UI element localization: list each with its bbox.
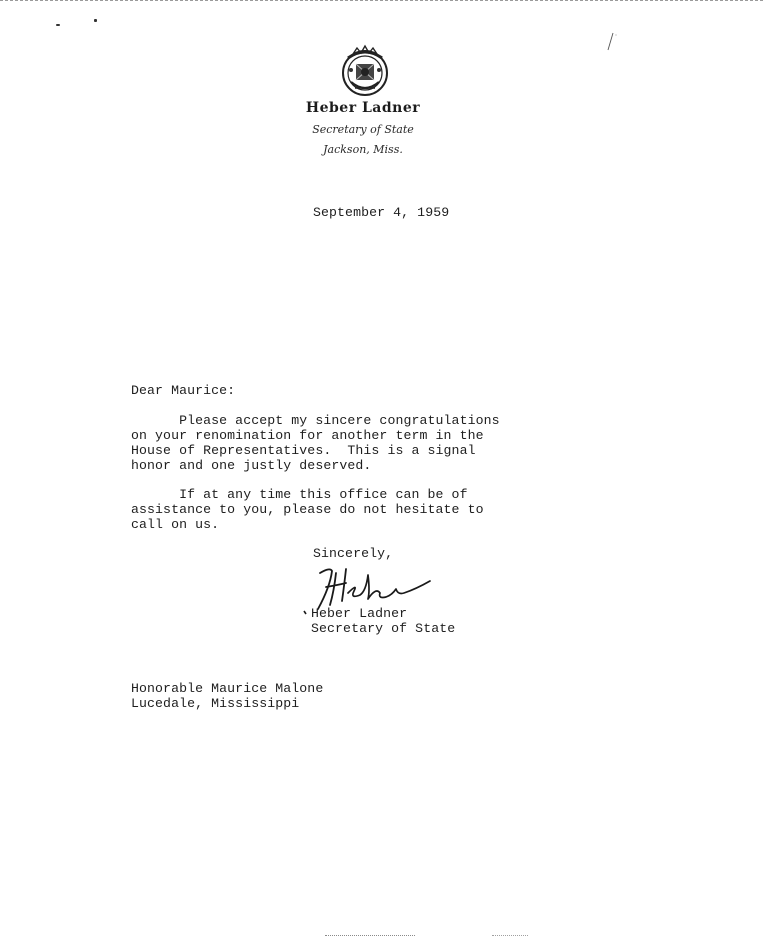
body-line: House of Representatives. This is a signal (131, 443, 476, 458)
body-line: call on us. (131, 517, 220, 532)
signature-name: Heber Ladner (311, 606, 408, 621)
body-line: If at any time this office can be of (131, 487, 468, 502)
recipient-name: Honorable Maurice Malone (131, 681, 324, 696)
top-edge-dashes (0, 0, 763, 1)
body-line: on your renomination for another term in the (131, 428, 484, 443)
letter-date: September 4, 1959 (313, 205, 450, 220)
letterhead-title: Secretary of State (312, 123, 414, 136)
body-line: assistance to you, please do not hesitate to (131, 502, 484, 517)
state-seal-icon (339, 44, 391, 98)
signature-title: Secretary of State (311, 621, 456, 636)
bottom-scan-artifact (325, 935, 415, 936)
body-line: Please accept my sincere congratulations (131, 413, 500, 428)
scan-speck (94, 19, 97, 22)
letterhead-city: Jackson, Miss. (323, 143, 403, 156)
letterhead-name: Heber Ladner (305, 100, 421, 116)
recipient-location: Lucedale, Mississippi (131, 696, 300, 711)
bottom-scan-artifact (492, 935, 528, 936)
margin-pencil-mark (604, 32, 618, 52)
scan-speck (56, 24, 60, 26)
closing: Sincerely, (313, 546, 394, 561)
body-line: honor and one justly deserved. (131, 458, 372, 473)
salutation: Dear Maurice: (131, 383, 236, 398)
